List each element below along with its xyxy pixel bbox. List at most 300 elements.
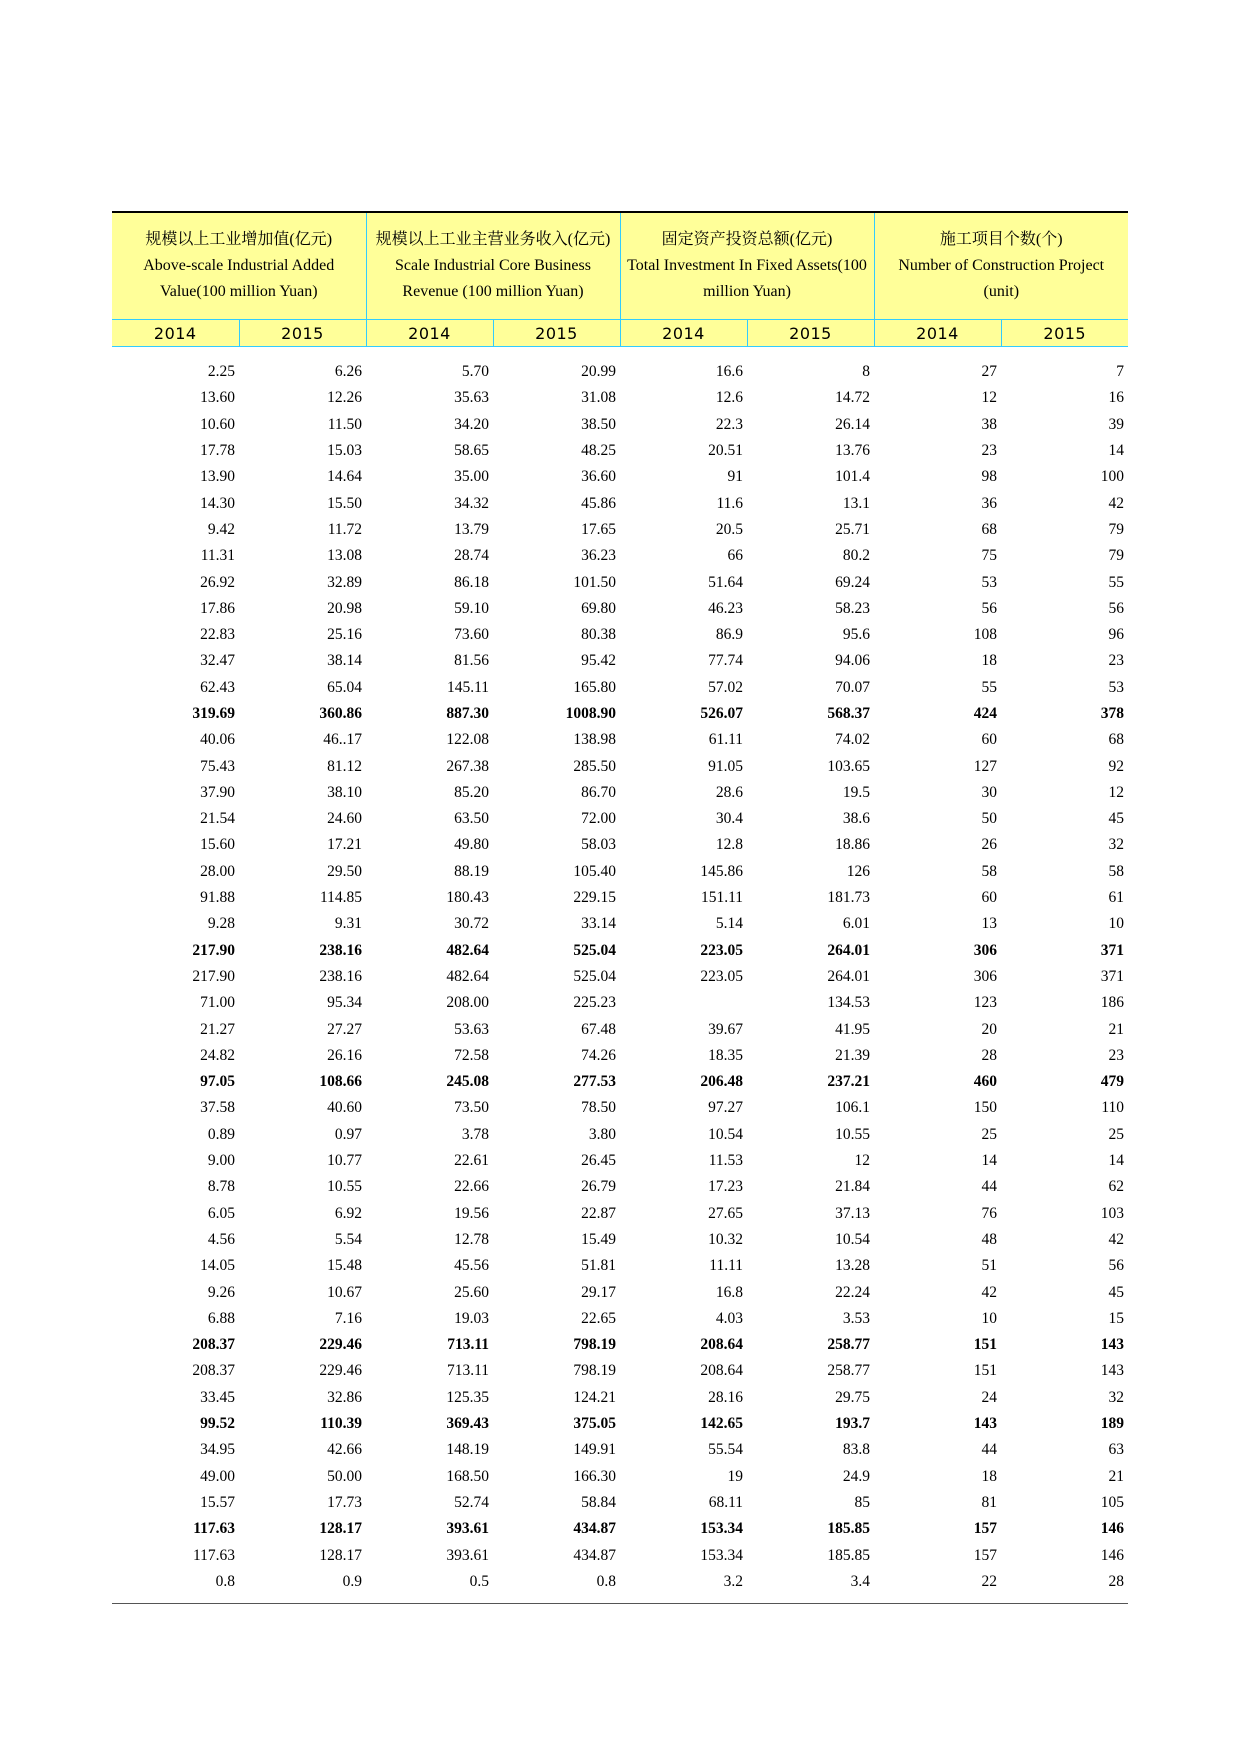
table-cell: 393.61 — [446, 1520, 489, 1538]
table-row — [112, 1227, 1128, 1253]
table-cell: 26.45 — [581, 1152, 616, 1170]
table-cell: 0.9 — [342, 1572, 362, 1590]
table-cell: 166.30 — [573, 1467, 616, 1485]
table-cell: 180.43 — [446, 889, 489, 907]
table-cell: 14.30 — [200, 494, 235, 512]
table-cell: 127 — [973, 757, 997, 775]
table-cell: 123 — [973, 994, 997, 1012]
table-cell: 83.8 — [842, 1441, 870, 1459]
table-cell: 17.21 — [327, 836, 362, 854]
table-cell: 72.00 — [581, 810, 616, 828]
table-cell: 12.26 — [327, 389, 362, 407]
table-cell: 36.60 — [581, 468, 616, 486]
table-cell: 21 — [1108, 1020, 1125, 1038]
table-cell: 185.85 — [827, 1520, 870, 1538]
table-cell: 60 — [981, 731, 997, 749]
table-cell: 12 — [854, 1152, 870, 1170]
header-cn: 固定资产投资总额(亿元) — [661, 231, 833, 248]
table-cell: 18.35 — [708, 1046, 743, 1064]
table-cell: 45 — [1108, 810, 1125, 828]
table-cell: 9.31 — [334, 915, 362, 933]
table-cell: 10 — [981, 1309, 997, 1327]
table-cell: 108 — [973, 626, 997, 644]
table-cell: 73.60 — [454, 626, 489, 644]
table-row — [112, 1174, 1128, 1200]
table-cell: 66 — [727, 547, 743, 565]
table-cell: 23 — [1108, 1046, 1125, 1064]
header-cn: 规模以上工业增加值(亿元) — [145, 231, 333, 248]
table-cell: 19.5 — [842, 783, 870, 801]
table-cell: 713.11 — [446, 1362, 489, 1380]
table-cell: 56 — [1108, 599, 1125, 617]
header-core-business-revenue — [366, 212, 620, 320]
table-cell: 713.11 — [447, 1336, 489, 1354]
table-cell: 15.50 — [327, 494, 362, 512]
table-cell: 20 — [981, 1020, 997, 1038]
table-cell: 15.57 — [200, 1493, 235, 1511]
table-cell: 0.89 — [207, 1125, 235, 1143]
table-cell: 6.88 — [207, 1309, 235, 1327]
table-cell: 30.4 — [715, 810, 743, 828]
table-cell: 40.60 — [327, 1099, 362, 1117]
table-cell: 79 — [1108, 520, 1125, 538]
table-cell: 20.51 — [708, 442, 743, 460]
table-cell: 22.61 — [454, 1152, 489, 1170]
table-cell: 193.7 — [835, 1415, 870, 1433]
table-cell: 39 — [1108, 415, 1125, 433]
table-cell: 8 — [862, 363, 870, 381]
table-row — [112, 832, 1128, 858]
table-cell: 95.34 — [327, 994, 362, 1012]
table-cell: 22.3 — [715, 415, 743, 433]
table-cell: 58.84 — [581, 1493, 616, 1511]
table-row — [112, 359, 1128, 385]
year-header: 2015 — [747, 320, 874, 347]
table-cell: 117.63 — [192, 1546, 235, 1564]
year-header: 2015 — [493, 320, 620, 347]
table-cell: 142.65 — [700, 1415, 743, 1433]
table-cell: 10 — [1108, 915, 1125, 933]
statistics-table — [112, 211, 1128, 1595]
table-cell: 26.79 — [581, 1178, 616, 1196]
table-cell: 149.91 — [573, 1441, 616, 1459]
table-cell: 525.04 — [573, 941, 616, 959]
table-cell: 157 — [973, 1546, 997, 1564]
table-cell: 59.10 — [454, 599, 489, 617]
table-cell: 157 — [973, 1520, 997, 1538]
table-cell: 17.73 — [327, 1493, 362, 1511]
table-cell: 78.50 — [581, 1099, 616, 1117]
table-cell: 7.16 — [334, 1309, 362, 1327]
table-cell: 35.63 — [454, 389, 489, 407]
table-cell: 186 — [1100, 994, 1125, 1012]
table-cell: 3.2 — [723, 1572, 743, 1590]
table-cell: 258.77 — [827, 1362, 870, 1380]
table-cell: 25.60 — [454, 1283, 489, 1301]
table-cell: 28.6 — [715, 783, 743, 801]
table-cell: 85 — [854, 1493, 870, 1511]
table-row-subtotal — [112, 1332, 1128, 1358]
table-cell: 32 — [1108, 1388, 1125, 1406]
table-cell: 6.01 — [842, 915, 870, 933]
table-cell: 50 — [981, 810, 997, 828]
table-cell: 21.39 — [835, 1046, 870, 1064]
year-header: 2014 — [366, 320, 493, 347]
table-row — [112, 675, 1128, 701]
table-cell: 60 — [981, 889, 997, 907]
table-cell: 13.90 — [200, 468, 235, 486]
table-cell: 145.11 — [446, 678, 489, 696]
table-cell: 37.58 — [200, 1099, 235, 1117]
table-cell: 98 — [981, 468, 997, 486]
table-row — [112, 596, 1128, 622]
table-cell: 28 — [981, 1046, 997, 1064]
table-cell: 189 — [1100, 1415, 1125, 1433]
table-cell: 45 — [1108, 1283, 1125, 1301]
table-cell: 245.08 — [446, 1073, 489, 1091]
table-cell: 63 — [1108, 1441, 1125, 1459]
table-cell: 55.54 — [708, 1441, 743, 1459]
table-cell: 434.87 — [573, 1546, 616, 1564]
table-cell: 371 — [1100, 941, 1125, 959]
table-row — [112, 1148, 1128, 1174]
table-cell: 14.05 — [200, 1257, 235, 1275]
year-header: 2014 — [874, 320, 1001, 347]
table-cell: 68 — [981, 520, 997, 538]
table-cell: 35.00 — [454, 468, 489, 486]
table-cell: 44 — [981, 1441, 997, 1459]
table-header — [112, 212, 1128, 347]
table-row — [112, 964, 1128, 990]
table-cell: 6.92 — [334, 1204, 362, 1222]
table-cell: 17.78 — [200, 442, 235, 460]
table-cell: 34.32 — [454, 494, 489, 512]
table-cell: 258.77 — [827, 1336, 870, 1354]
table-cell: 482.64 — [446, 941, 489, 959]
table-cell: 15.48 — [327, 1257, 362, 1275]
table-cell: 15.49 — [581, 1230, 616, 1248]
table-cell: 75 — [981, 547, 997, 565]
table-row — [112, 1542, 1128, 1568]
table-cell: 57.02 — [708, 678, 743, 696]
table-cell: 76 — [981, 1204, 997, 1222]
table-cell: 12 — [1108, 783, 1125, 801]
table-cell: 225.23 — [573, 994, 616, 1012]
table-cell: 15 — [1108, 1309, 1125, 1327]
table-cell: 28.74 — [454, 547, 489, 565]
year-header: 2014 — [620, 320, 747, 347]
table-cell: 58 — [1108, 862, 1125, 880]
table-cell: 3.80 — [588, 1125, 616, 1143]
table-cell: 38.10 — [327, 783, 362, 801]
table-cell: 13.28 — [835, 1257, 870, 1275]
table-cell: 40.06 — [200, 731, 235, 749]
table-cell: 69.80 — [581, 599, 616, 617]
table-row — [112, 727, 1128, 753]
table-cell: 229.15 — [573, 889, 616, 907]
table-cell: 71.00 — [200, 994, 235, 1012]
table-cell: 10.60 — [200, 415, 235, 433]
table-cell: 208.64 — [700, 1336, 743, 1354]
table-cell: 67.48 — [581, 1020, 616, 1038]
table-cell: 17.65 — [581, 520, 616, 538]
table-row — [112, 648, 1128, 674]
table-cell: 44 — [981, 1178, 997, 1196]
table-cell: 143 — [1100, 1362, 1125, 1380]
table-cell: 20.5 — [715, 520, 743, 538]
table-cell: 16.8 — [715, 1283, 743, 1301]
table-cell: 17.23 — [708, 1178, 743, 1196]
table-cell: 151 — [973, 1362, 997, 1380]
table-cell: 88.19 — [454, 862, 489, 880]
table-row — [112, 911, 1128, 937]
table-cell: 86.70 — [581, 783, 616, 801]
table-cell: 51.64 — [708, 573, 743, 591]
table-cell: 150 — [973, 1099, 997, 1117]
table-cell: 95.6 — [842, 626, 870, 644]
table-cell: 34.95 — [200, 1441, 235, 1459]
table-cell: 74.02 — [835, 731, 870, 749]
table-cell: 9.42 — [207, 520, 235, 538]
table-row — [112, 1437, 1128, 1463]
table-cell: 25.16 — [327, 626, 362, 644]
table-cell: 29.17 — [581, 1283, 616, 1301]
table-cell: 97.27 — [708, 1099, 743, 1117]
table-row — [112, 517, 1128, 543]
table-cell: 106.1 — [835, 1099, 870, 1117]
table-cell: 38.6 — [842, 810, 870, 828]
table-cell: 77.74 — [708, 652, 743, 670]
table-cell: 229.46 — [319, 1362, 362, 1380]
table-cell: 14.64 — [327, 468, 362, 486]
table-cell: 33.14 — [581, 915, 616, 933]
table-cell: 375.05 — [573, 1415, 616, 1433]
table-cell: 99.52 — [200, 1415, 235, 1433]
table-cell: 6.26 — [334, 363, 362, 381]
table-row — [112, 1016, 1128, 1042]
table-cell: 58.23 — [835, 599, 870, 617]
table-cell: 91.88 — [200, 889, 235, 907]
table-cell: 13.08 — [327, 547, 362, 565]
table-cell: 50.00 — [327, 1467, 362, 1485]
table-cell: 151 — [973, 1336, 997, 1354]
table-cell: 237.21 — [827, 1073, 870, 1091]
table-cell: 0.5 — [469, 1572, 489, 1590]
table-cell: 38.50 — [581, 415, 616, 433]
table-cell: 24.9 — [842, 1467, 870, 1485]
table-cell: 56 — [981, 599, 997, 617]
table-row — [112, 464, 1128, 490]
table-cell: 17.86 — [200, 599, 235, 617]
table-row — [112, 885, 1128, 911]
table-cell: 887.30 — [446, 705, 489, 722]
table-cell: 21.54 — [200, 810, 235, 828]
table-cell: 103 — [1100, 1204, 1125, 1222]
table-cell: 143 — [1100, 1336, 1125, 1354]
table-cell: 145.86 — [700, 862, 743, 880]
table-cell: 33.45 — [200, 1388, 235, 1406]
table-cell: 11.31 — [200, 547, 235, 565]
table-row — [112, 622, 1128, 648]
table-cell: 22.87 — [581, 1204, 616, 1222]
table-cell: 42 — [1108, 494, 1125, 512]
table-cell: 11.53 — [708, 1152, 743, 1170]
table-cell: 134.53 — [827, 994, 870, 1012]
table-cell: 14 — [1108, 442, 1125, 460]
table-cell: 9.00 — [207, 1152, 235, 1170]
table-cell: 13 — [981, 915, 997, 933]
table-cell: 37.13 — [835, 1204, 870, 1222]
table-cell: 94.06 — [835, 652, 870, 670]
table-cell: 3.78 — [461, 1125, 489, 1143]
table-cell: 80.38 — [581, 626, 616, 644]
table-row — [112, 753, 1128, 779]
table-cell: 37.90 — [200, 783, 235, 801]
table-row-subtotal — [112, 1069, 1128, 1095]
table-row — [112, 1306, 1128, 1332]
table-row — [112, 438, 1128, 464]
table-row — [112, 1569, 1128, 1595]
table-cell: 34.20 — [454, 415, 489, 433]
table-cell: 185.85 — [827, 1546, 870, 1564]
table-cell: 27.27 — [327, 1020, 362, 1038]
table-row — [112, 806, 1128, 832]
table-row — [112, 490, 1128, 516]
table-cell: 100 — [1100, 468, 1125, 486]
header-en: Scale Industrial Core Business Revenue (100 million Yuan) — [395, 257, 591, 300]
table-cell: 114.85 — [319, 889, 362, 907]
table-cell — [620, 990, 747, 1016]
table-cell: 238.16 — [319, 967, 362, 985]
table-cell: 25.71 — [835, 520, 870, 538]
table-cell: 460 — [973, 1073, 997, 1091]
table-cell: 277.53 — [573, 1073, 616, 1091]
year-header: 2015 — [1001, 320, 1128, 347]
table-cell: 5.14 — [715, 915, 743, 933]
table-cell: 13.76 — [835, 442, 870, 460]
table-row — [112, 1253, 1128, 1279]
table-cell: 19.03 — [454, 1309, 489, 1327]
table-cell: 3.53 — [842, 1309, 870, 1327]
table-cell: 26.92 — [200, 573, 235, 591]
table-row-subtotal — [112, 1411, 1128, 1437]
table-cell: 10.55 — [327, 1178, 362, 1196]
table-cell: 68 — [1108, 731, 1125, 749]
table-cell: 10.32 — [708, 1230, 743, 1248]
table-cell: 22.66 — [454, 1178, 489, 1196]
table-cell: 482.64 — [446, 967, 489, 985]
table-cell: 238.16 — [319, 941, 362, 959]
table-cell: 24 — [981, 1388, 997, 1406]
table-cell: 58.65 — [454, 442, 489, 460]
table-cell: 5.70 — [461, 363, 489, 381]
table-cell: 208.64 — [700, 1362, 743, 1380]
table-cell: 42.66 — [327, 1441, 362, 1459]
table-cell: 19 — [727, 1467, 743, 1485]
table-cell: 479 — [1100, 1073, 1125, 1091]
table-cell: 32.47 — [200, 652, 235, 670]
table-cell: 11.6 — [716, 494, 743, 512]
table-cell: 85.20 — [454, 783, 489, 801]
table-cell: 52.74 — [454, 1493, 489, 1511]
table-row — [112, 543, 1128, 569]
table-cell: 42 — [981, 1283, 997, 1301]
table-cell: 2.25 — [207, 363, 235, 381]
table-cell: 0.8 — [596, 1572, 616, 1590]
table-cell: 10.77 — [327, 1152, 362, 1170]
table-cell: 73.50 — [454, 1099, 489, 1117]
table-cell: 6.05 — [207, 1204, 235, 1222]
table-cell: 208.37 — [192, 1336, 235, 1354]
table-cell: 91 — [727, 468, 743, 486]
table-cell: 46.23 — [708, 599, 743, 617]
table-cell: 16 — [1108, 389, 1125, 407]
table-cell: 61 — [1108, 889, 1125, 907]
table-cell: 105.40 — [573, 862, 616, 880]
table-cell: 27 — [981, 363, 997, 381]
table-cell: 22 — [981, 1572, 997, 1590]
table-cell: 153.34 — [700, 1520, 743, 1538]
table-cell: 14.72 — [835, 389, 870, 407]
header-en: Number of Construction Project (unit) — [898, 257, 1105, 300]
header-industrial-added-value — [112, 212, 366, 320]
table-cell: 138.98 — [573, 731, 616, 749]
table-cell: 3.4 — [850, 1572, 870, 1590]
table-row-subtotal — [112, 938, 1128, 964]
table-cell: 424 — [973, 705, 997, 722]
table-cell: 153.34 — [700, 1546, 743, 1564]
table-cell: 8.78 — [207, 1178, 235, 1196]
table-cell: 39.67 — [708, 1020, 743, 1038]
table-cell: 208.00 — [446, 994, 489, 1012]
table-cell: 24.60 — [327, 810, 362, 828]
table-cell: 15.60 — [200, 836, 235, 854]
table-cell: 26.16 — [327, 1046, 362, 1064]
table-cell: 12 — [981, 389, 997, 407]
table-cell: 306 — [973, 941, 997, 959]
table-cell: 20.98 — [327, 599, 362, 617]
table-cell: 12.6 — [715, 389, 743, 407]
table-cell: 42 — [1108, 1230, 1125, 1248]
table-cell: 38 — [981, 415, 997, 433]
bottom-rule — [112, 1603, 1128, 1604]
header-cn: 施工项目个数(个) — [939, 231, 1063, 248]
table-cell: 81.56 — [454, 652, 489, 670]
table-cell: 62 — [1108, 1178, 1125, 1196]
table-cell: 434.87 — [573, 1520, 616, 1538]
table-cell: 360.86 — [319, 705, 362, 722]
table-cell: 38.14 — [327, 652, 362, 670]
table-cell: 4.56 — [207, 1230, 235, 1248]
table-cell: 22.24 — [835, 1283, 870, 1301]
table-cell: 32.89 — [327, 573, 362, 591]
table-row — [112, 1279, 1128, 1305]
table-cell: 124.21 — [573, 1388, 616, 1406]
table-cell: 264.01 — [827, 941, 870, 959]
table-cell: 128.17 — [319, 1546, 362, 1564]
table-cell: 62.43 — [200, 678, 235, 696]
header-en: Total Investment In Fixed Assets(100 million Yuan) — [627, 257, 867, 300]
table-cell: 13.79 — [454, 520, 489, 538]
table-cell: 18 — [981, 652, 997, 670]
table-cell: 4.03 — [715, 1309, 743, 1327]
table-cell: 18 — [981, 1467, 997, 1485]
table-cell: 69.24 — [835, 573, 870, 591]
table-cell: 25 — [1108, 1125, 1125, 1143]
table-cell: 11.72 — [327, 520, 362, 538]
table-cell: 79 — [1108, 547, 1125, 565]
table-cell: 21.84 — [835, 1178, 870, 1196]
